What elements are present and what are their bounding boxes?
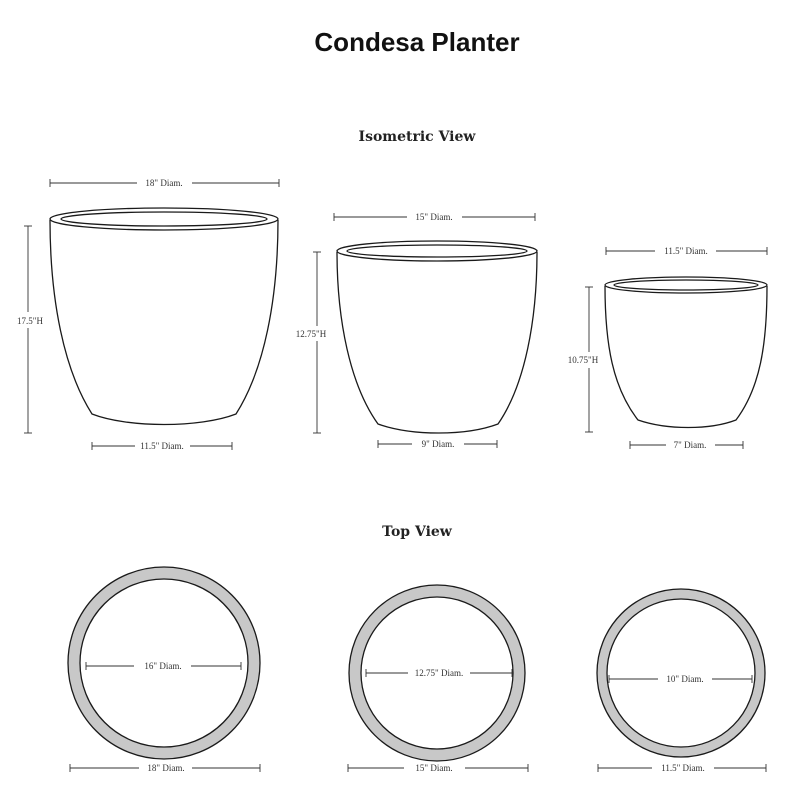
inner-diameter-label: 12.75" Diam. bbox=[414, 668, 464, 678]
height-dimension bbox=[296, 252, 327, 433]
top-diameter-label: 18" Diam. bbox=[145, 178, 183, 188]
bottom-dimension bbox=[630, 440, 743, 450]
bottom-diameter-label: 7" Diam. bbox=[673, 440, 707, 450]
rim-ring bbox=[602, 594, 760, 752]
outer-dimension bbox=[348, 763, 528, 773]
planter-body bbox=[50, 220, 278, 425]
rim-inner bbox=[347, 245, 527, 257]
page-title: Condesa Planter bbox=[314, 27, 520, 57]
outer-dimension bbox=[598, 763, 766, 773]
rim-inner bbox=[614, 280, 758, 290]
inner-dimension bbox=[86, 661, 241, 671]
planter-large-top-view bbox=[68, 567, 260, 773]
height-dimension bbox=[568, 287, 599, 432]
rim-inner-edge bbox=[607, 599, 755, 747]
planter-small-top-view bbox=[597, 589, 766, 773]
planter-body bbox=[605, 286, 767, 428]
top-dimension bbox=[334, 212, 535, 222]
bottom-dimension bbox=[92, 441, 232, 451]
outer-diameter-label: 15" Diam. bbox=[415, 763, 453, 773]
planter-small-isometric bbox=[568, 246, 767, 450]
top-view-heading: Top View bbox=[382, 524, 452, 540]
bottom-diameter-label: 11.5" Diam. bbox=[140, 441, 184, 451]
bottom-diameter-label: 9" Diam. bbox=[421, 439, 455, 449]
rim-outer bbox=[337, 241, 537, 261]
inner-dimension bbox=[609, 674, 752, 684]
outer-dimension bbox=[70, 763, 260, 773]
rim-inner bbox=[61, 212, 267, 226]
planter-large-isometric bbox=[17, 178, 279, 451]
bottom-dimension bbox=[378, 439, 497, 449]
top-diameter-label: 11.5" Diam. bbox=[664, 246, 708, 256]
height-label: 17.5"H bbox=[17, 316, 43, 326]
height-label: 12.75"H bbox=[295, 329, 327, 339]
top-dimension bbox=[606, 246, 767, 256]
outer-diameter-label: 11.5" Diam. bbox=[661, 763, 705, 773]
planter-body bbox=[337, 252, 537, 433]
inner-dimension bbox=[366, 668, 512, 678]
height-label: 10.75"H bbox=[567, 355, 599, 365]
rim-outer bbox=[50, 208, 278, 230]
planter-medium-top-view bbox=[348, 585, 528, 773]
height-dimension bbox=[17, 226, 43, 433]
top-diameter-label: 15" Diam. bbox=[415, 212, 453, 222]
outer-diameter-label: 18" Diam. bbox=[147, 763, 185, 773]
isometric-heading: Isometric View bbox=[358, 129, 476, 145]
top-dimension bbox=[50, 178, 279, 188]
planter-medium-isometric bbox=[296, 212, 537, 449]
inner-diameter-label: 10" Diam. bbox=[666, 674, 704, 684]
inner-diameter-label: 16" Diam. bbox=[144, 661, 182, 671]
